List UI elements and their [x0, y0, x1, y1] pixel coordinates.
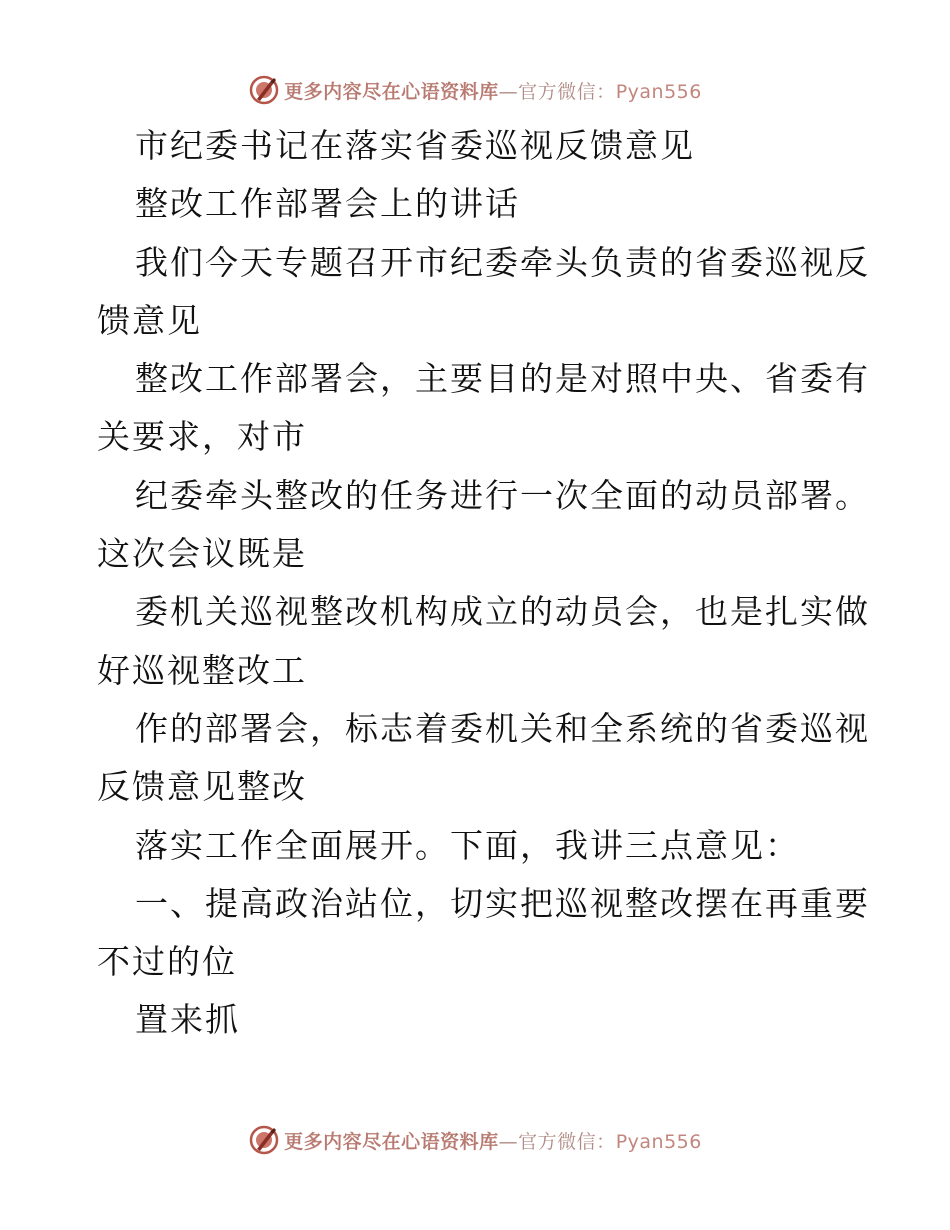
watermark-main: 更多内容尽在心语资料库 — [284, 80, 499, 103]
paragraph-line: 委机关巡视整改机构成立的动员会，也是扎实做 — [135, 592, 870, 632]
document-body — [0, 117, 950, 1050]
pen-logo-icon — [248, 1124, 280, 1156]
paragraph-line: 落实工作全面展开。下面，我讲三点意见： — [135, 825, 800, 865]
watermark-text — [284, 77, 702, 104]
watermark-sub: —官方微信： — [498, 1130, 616, 1153]
paragraph-line: 好巡视整改工 — [97, 650, 307, 690]
paragraph-line: 馈意见 — [97, 300, 202, 340]
watermark-main: 更多内容尽在心语资料库 — [284, 1130, 499, 1153]
watermark-id: Pyan556 — [615, 1130, 702, 1153]
watermark-footer — [0, 1120, 950, 1160]
watermark-text — [284, 1127, 702, 1154]
watermark-header — [0, 70, 950, 110]
paragraph-line: 反馈意见整改 — [97, 767, 307, 807]
doc-title-line-2: 整改工作部署会上的讲话 — [135, 184, 520, 224]
pen-logo-icon — [248, 74, 280, 106]
watermark-id: Pyan556 — [615, 80, 702, 103]
section-heading-line: 不过的位 — [97, 942, 237, 982]
paragraph-line: 我们今天专题召开市纪委牵头负责的省委巡视反 — [135, 242, 870, 282]
paragraph-line: 纪委牵头整改的任务进行一次全面的动员部署。 — [135, 475, 870, 515]
watermark-sub: —官方微信： — [498, 80, 616, 103]
paragraph-line: 整改工作部署会，主要目的是对照中央、省委有 — [135, 359, 870, 399]
paragraph-line: 作的部署会，标志着委机关和全系统的省委巡视 — [135, 708, 870, 748]
section-heading-line: 一、提高政治站位，切实把巡视整改摆在再重要 — [135, 883, 870, 923]
paragraph-line: 这次会议既是 — [97, 534, 307, 574]
paragraph-line: 关要求，对市 — [97, 417, 307, 457]
section-heading-line: 置来抓 — [135, 1000, 240, 1040]
doc-title-line-1: 市纪委书记在落实省委巡视反馈意见 — [135, 126, 695, 165]
